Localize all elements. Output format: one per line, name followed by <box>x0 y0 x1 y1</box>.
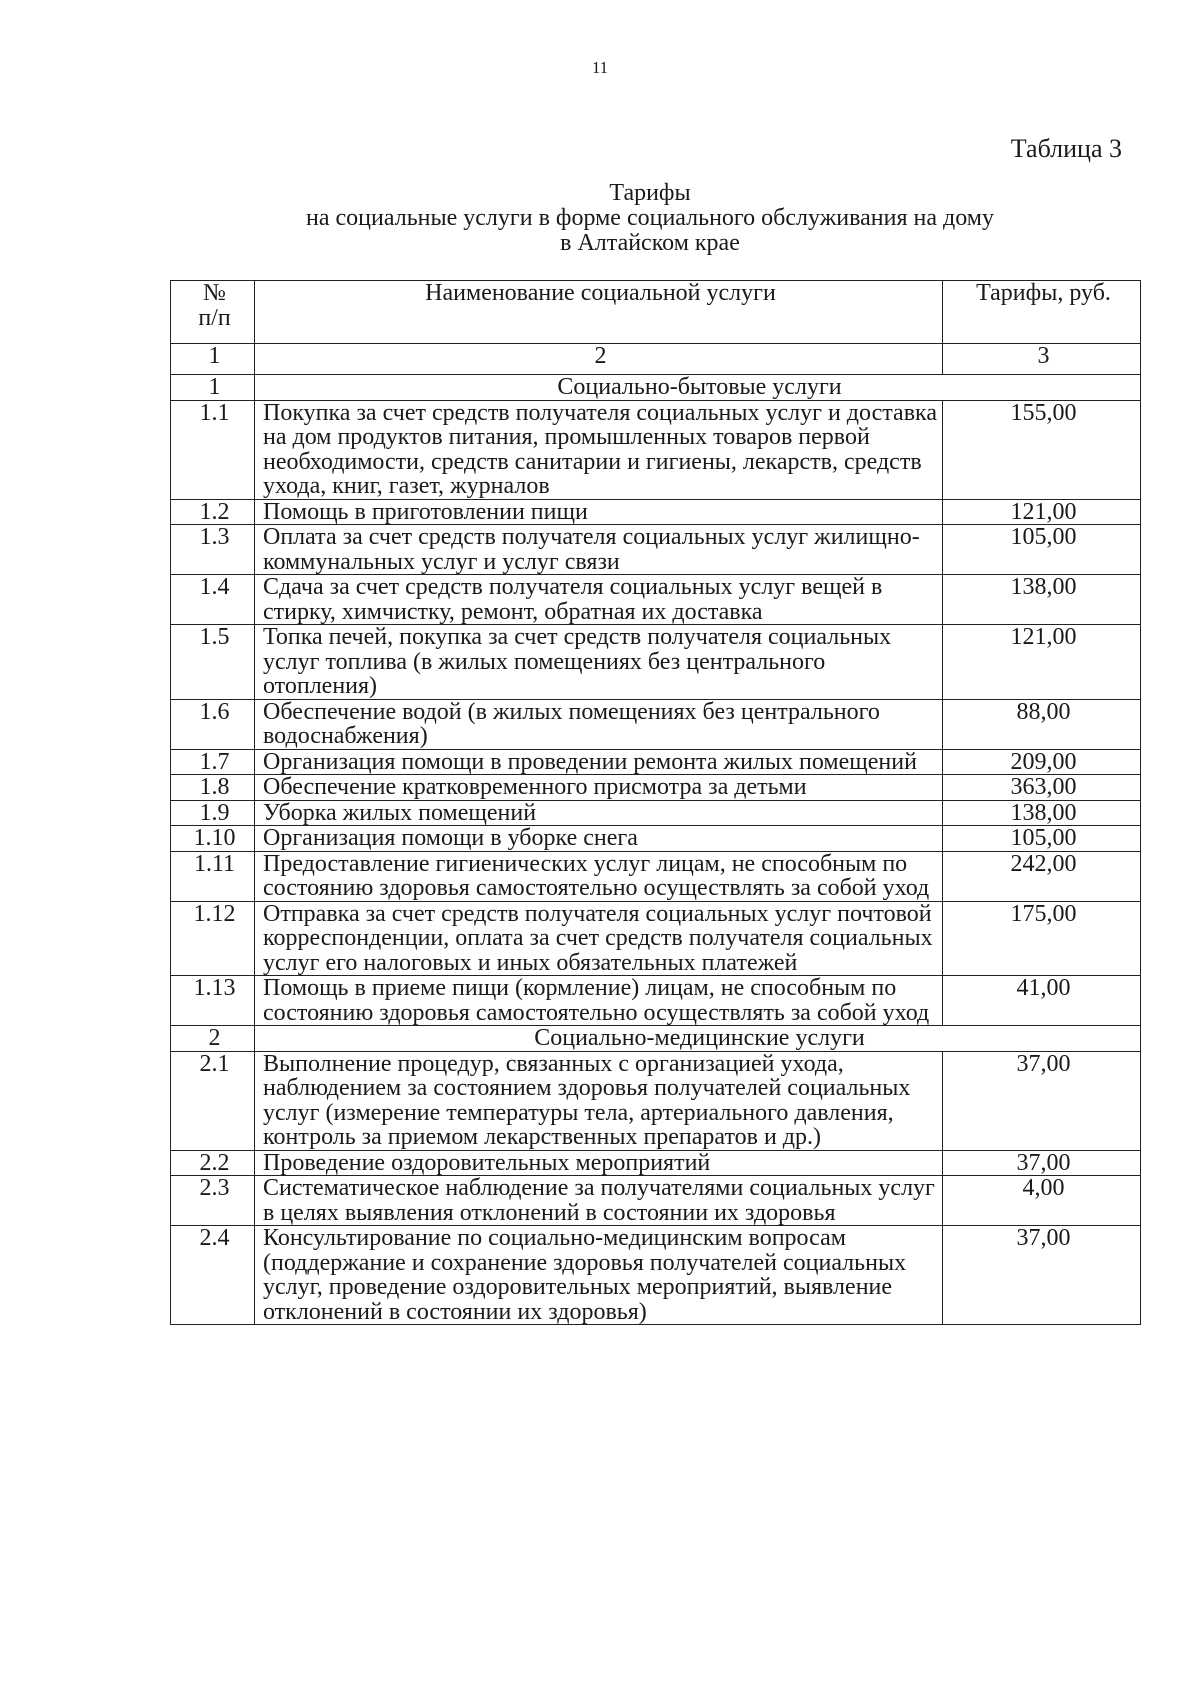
service-row <box>171 1051 1141 1150</box>
service-name: Систематическое наблюдение за получателями социальных услуг в целях выявления отклонений в состоянии их здоровья <box>255 1176 943 1226</box>
service-number: 1.13 <box>171 976 255 1026</box>
service-row <box>171 851 1141 901</box>
service-number: 1.3 <box>171 525 255 575</box>
column-index-cell: 3 <box>943 344 1141 375</box>
table-label: Таблица 3 <box>1010 134 1122 163</box>
section-row <box>171 1026 1141 1052</box>
service-name: Организация помощи в проведении ремонта жилых помещений <box>255 749 943 775</box>
title-line-3: в Алтайском крае <box>560 230 740 256</box>
service-row <box>171 699 1141 749</box>
service-row <box>171 976 1141 1026</box>
tariffs-table <box>170 280 1141 1325</box>
service-price: 37,00 <box>943 1226 1141 1325</box>
service-price: 41,00 <box>943 976 1141 1026</box>
service-row <box>171 901 1141 976</box>
service-row <box>171 1226 1141 1325</box>
service-number: 2.1 <box>171 1051 255 1150</box>
column-index-row <box>171 344 1141 375</box>
title-line-1: Тарифы <box>609 180 691 206</box>
service-row <box>171 775 1141 801</box>
service-price: 88,00 <box>943 699 1141 749</box>
service-price: 121,00 <box>943 499 1141 525</box>
service-price: 37,00 <box>943 1051 1141 1150</box>
service-price: 155,00 <box>943 400 1141 499</box>
service-name: Обеспечение водой (в жилых помещениях без центрального водоснабжения) <box>255 699 943 749</box>
header-num-sign: № <box>203 280 226 306</box>
service-row <box>171 800 1141 826</box>
service-number: 1.12 <box>171 901 255 976</box>
service-price: 175,00 <box>943 901 1141 976</box>
service-row <box>171 826 1141 852</box>
header-price: Тарифы, руб. <box>943 281 1141 344</box>
service-price: 105,00 <box>943 826 1141 852</box>
service-number: 1.9 <box>171 800 255 826</box>
service-name: Отправка за счет средств получателя социальных услуг почтовой корреспонденции, оплата за счет средств получателя социальных услуг его налоговых и иных обязательных платежей <box>255 901 943 976</box>
service-row <box>171 525 1141 575</box>
service-price: 363,00 <box>943 775 1141 801</box>
section-title: Социально-бытовые услуги <box>255 375 1141 401</box>
service-name: Оплата за счет средств получателя социальных услуг жилищно-коммунальных услуг и услуг связи <box>255 525 943 575</box>
service-number: 2.3 <box>171 1176 255 1226</box>
section-number: 1 <box>171 375 255 401</box>
service-price: 138,00 <box>943 575 1141 625</box>
header-name: Наименование социальной услуги <box>255 281 943 344</box>
title-line-2: на социальные услуги в форме социального обслуживания на дому <box>306 205 994 231</box>
service-number: 1.1 <box>171 400 255 499</box>
header-row <box>171 281 1141 344</box>
service-row <box>171 1176 1141 1226</box>
service-price: 209,00 <box>943 749 1141 775</box>
section-number: 2 <box>171 1026 255 1052</box>
service-price: 4,00 <box>943 1176 1141 1226</box>
section-row <box>171 375 1141 401</box>
service-name: Консультирование по социально-медицинским вопросам (поддержание и сохранение здоровья получателей социальных услуг, проведение оздоровительных мероприятий, выявление отклонений в состоянии их здоровья) <box>255 1226 943 1325</box>
service-name: Обеспечение кратковременного присмотра за детьми <box>255 775 943 801</box>
service-row <box>171 575 1141 625</box>
service-price: 37,00 <box>943 1150 1141 1176</box>
service-row <box>171 1150 1141 1176</box>
service-name: Организация помощи в уборке снега <box>255 826 943 852</box>
column-index-cell: 2 <box>255 344 943 375</box>
service-name: Выполнение процедур, связанных с организацией ухода, наблюдением за состоянием здоровья получателей социальных услуг (измерение температуры тела, артериального давления, контроль за приемом лекарственных препаратов и др.) <box>255 1051 943 1150</box>
section-title: Социально-медицинские услуги <box>255 1026 1141 1052</box>
service-number: 1.4 <box>171 575 255 625</box>
service-name: Проведение оздоровительных мероприятий <box>255 1150 943 1176</box>
column-index-cell: 1 <box>171 344 255 375</box>
service-price: 121,00 <box>943 625 1141 700</box>
service-name: Предоставление гигиенических услуг лицам, не способным по состоянию здоровья самостоятельно осуществлять за собой уход <box>255 851 943 901</box>
service-number: 1.7 <box>171 749 255 775</box>
service-price: 242,00 <box>943 851 1141 901</box>
service-row <box>171 400 1141 499</box>
service-price: 105,00 <box>943 525 1141 575</box>
service-number: 1.11 <box>171 851 255 901</box>
service-row <box>171 499 1141 525</box>
service-name: Помощь в приготовлении пищи <box>255 499 943 525</box>
service-row <box>171 749 1141 775</box>
service-name: Сдача за счет средств получателя социальных услуг вещей в стирку, химчистку, ремонт, обратная их доставка <box>255 575 943 625</box>
service-number: 1.8 <box>171 775 255 801</box>
header-num-label: п/п <box>198 305 231 331</box>
service-name: Помощь в приеме пищи (кормление) лицам, не способным по состоянию здоровья самостоятельно осуществлять за собой уход <box>255 976 943 1026</box>
service-number: 1.10 <box>171 826 255 852</box>
service-number: 1.6 <box>171 699 255 749</box>
service-price: 138,00 <box>943 800 1141 826</box>
service-name: Уборка жилых помещений <box>255 800 943 826</box>
service-name: Топка печей, покупка за счет средств получателя социальных услуг топлива (в жилых помещениях без центрального отопления) <box>255 625 943 700</box>
service-name: Покупка за счет средств получателя социальных услуг и доставка на дом продуктов питания, промышленных товаров первой необходимости, средств санитарии и гигиены, лекарств, средств ухода, книг, газет, журналов <box>255 400 943 499</box>
page-number: 11 <box>591 58 609 77</box>
document-title <box>170 181 1130 256</box>
service-number: 2.4 <box>171 1226 255 1325</box>
service-number: 2.2 <box>171 1150 255 1176</box>
service-number: 1.2 <box>171 499 255 525</box>
service-number: 1.5 <box>171 625 255 700</box>
service-row <box>171 625 1141 700</box>
header-num <box>171 281 255 344</box>
